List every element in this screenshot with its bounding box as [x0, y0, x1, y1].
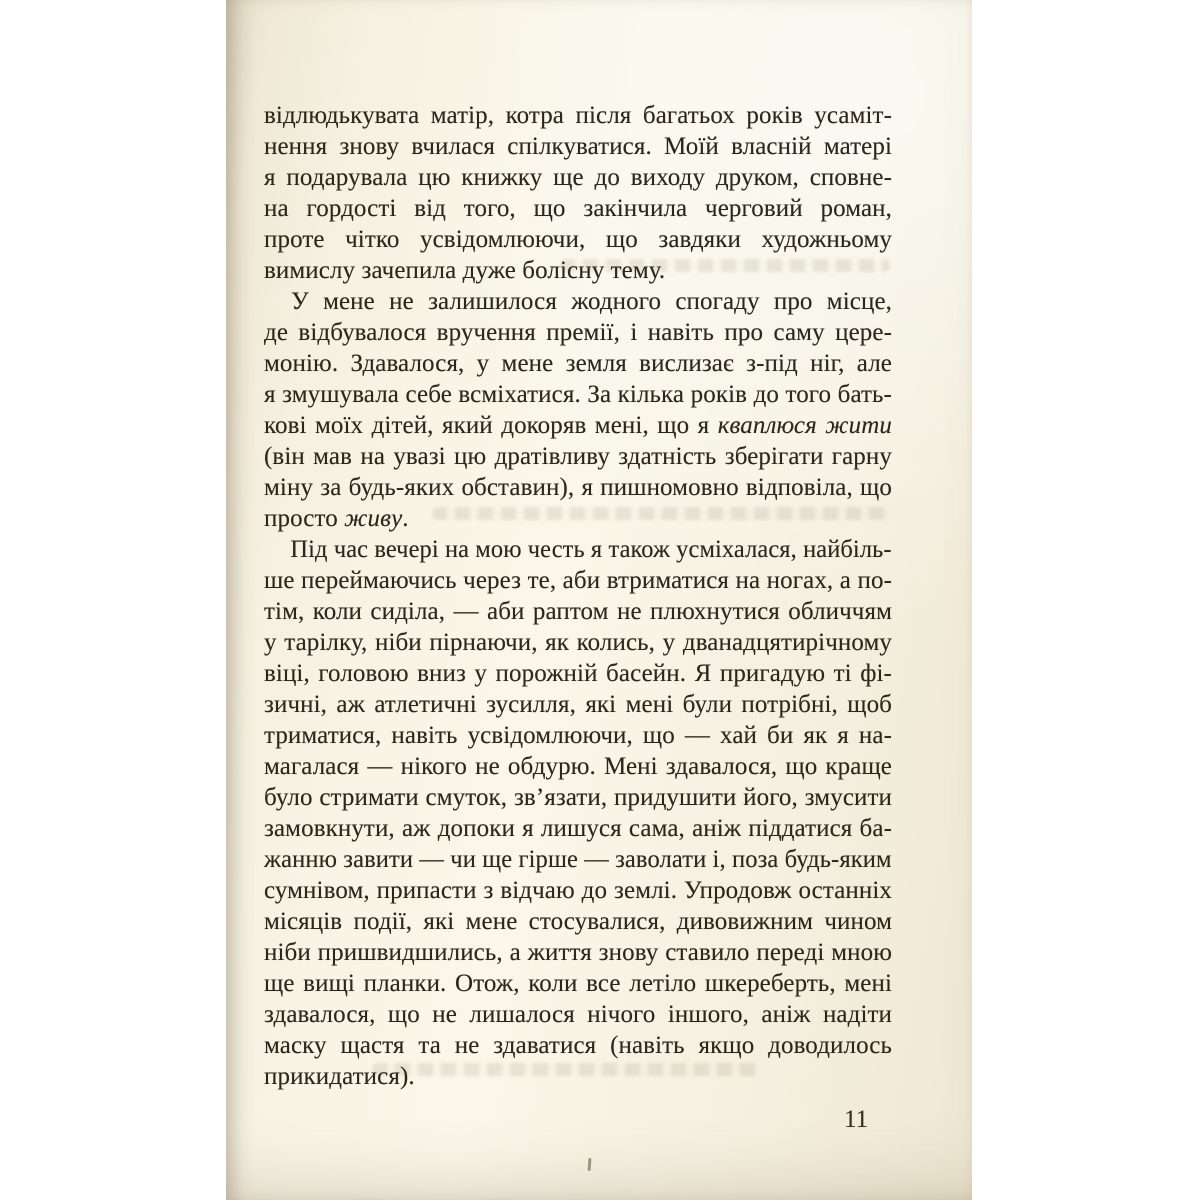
paragraph — [264, 100, 892, 286]
text-line: кові моїх дітей, який докоряв мені, що я кваплюся жити — [264, 412, 892, 439]
text-line: ніби пришвидшились, а життя знову ставило переді мною — [264, 939, 892, 966]
text-line: віці, головою вниз у порожній басейн. Я пригадую ті фі- — [264, 660, 892, 687]
text-line: Під час вечері на мою честь я також усміхалася, найбіль- — [290, 536, 892, 563]
text-line: сумнівом, припасти з відчаю до землі. Упродовж останніх — [264, 877, 892, 904]
text-line: вимислу зачепила дуже болісну тему. — [264, 257, 666, 284]
text-line: міну за будь-яких обставин), я пишномовно відповіла, що — [264, 474, 892, 501]
text-line: я змушувала себе всміхатися. За кілька років до того бать- — [264, 381, 892, 408]
text-line: ще вищі планки. Отож, коли все летіло шкереберть, мені — [264, 970, 892, 997]
page-number: 11 — [844, 1106, 869, 1133]
text-line: проте чітко усвідомлюючи, що завдяки художньому — [264, 226, 892, 253]
text-line: тім, коли сиділа, — аби раптом не плюхнутися обличчям — [264, 598, 892, 625]
text-line: магалася — нікого не обдурю. Мені здавалося, що краще — [264, 753, 892, 780]
text-line: зичні, аж атлетичні зусилля, які мені були потрібні, щоб — [264, 691, 892, 718]
text-line: монію. Здавалося, у мене земля вислизає з-під ніг, але — [264, 350, 892, 377]
text-line: у тарілку, ніби пірнаючи, як колись, у дванадцятирічному — [264, 629, 892, 656]
text-line: місяців події, які мене стосувалися, дивовижним чином — [264, 908, 892, 935]
book-page-scan — [226, 0, 972, 1200]
paragraph — [264, 286, 892, 534]
text-line: я подарувала цю книжку ще до виходу друком, сповне- — [264, 164, 892, 191]
text-line: здавалося, що не лишалося нічого іншого, аніж надіти — [264, 1001, 892, 1028]
text-line: відлюдькувата матір, котра після багатьох років усаміт- — [264, 102, 892, 129]
paragraph — [264, 534, 892, 1092]
ink-speck — [588, 1158, 592, 1171]
text-line: жанню завити — чи ще гірше — заволати і, поза будь-яким — [264, 846, 892, 873]
text-line: маску щастя та не здаватися (навіть якщо доводилось — [264, 1032, 892, 1059]
text-line: було стримати смуток, зв’язати, придушити його, змусити — [264, 784, 892, 811]
text-line: ше переймаючись через те, аби втриматися на ногах, а по- — [264, 567, 892, 594]
text-line: (він мав на увазі цю дратівливу здатність зберігати гарну — [264, 443, 892, 470]
page-text — [264, 100, 892, 1092]
text-line: прикидатися). — [264, 1063, 415, 1090]
text-line: нення знову вчилася спілкуватися. Моїй власній матері — [264, 133, 892, 160]
text-line: на гордості від того, що закінчила черговий роман, — [264, 195, 892, 222]
text-line: У мене не залишилося жодного спогаду про місце, — [291, 288, 892, 315]
text-line: триматися, навіть усвідомлюючи, що — хай би як я на- — [264, 722, 892, 749]
text-line: де відбувалося вручення премії, і навіть про саму цере- — [264, 319, 892, 346]
text-line: просто живу. — [264, 505, 409, 532]
text-line: замовкнути, аж допоки я лишуся сама, аніж піддатися ба- — [264, 815, 892, 842]
